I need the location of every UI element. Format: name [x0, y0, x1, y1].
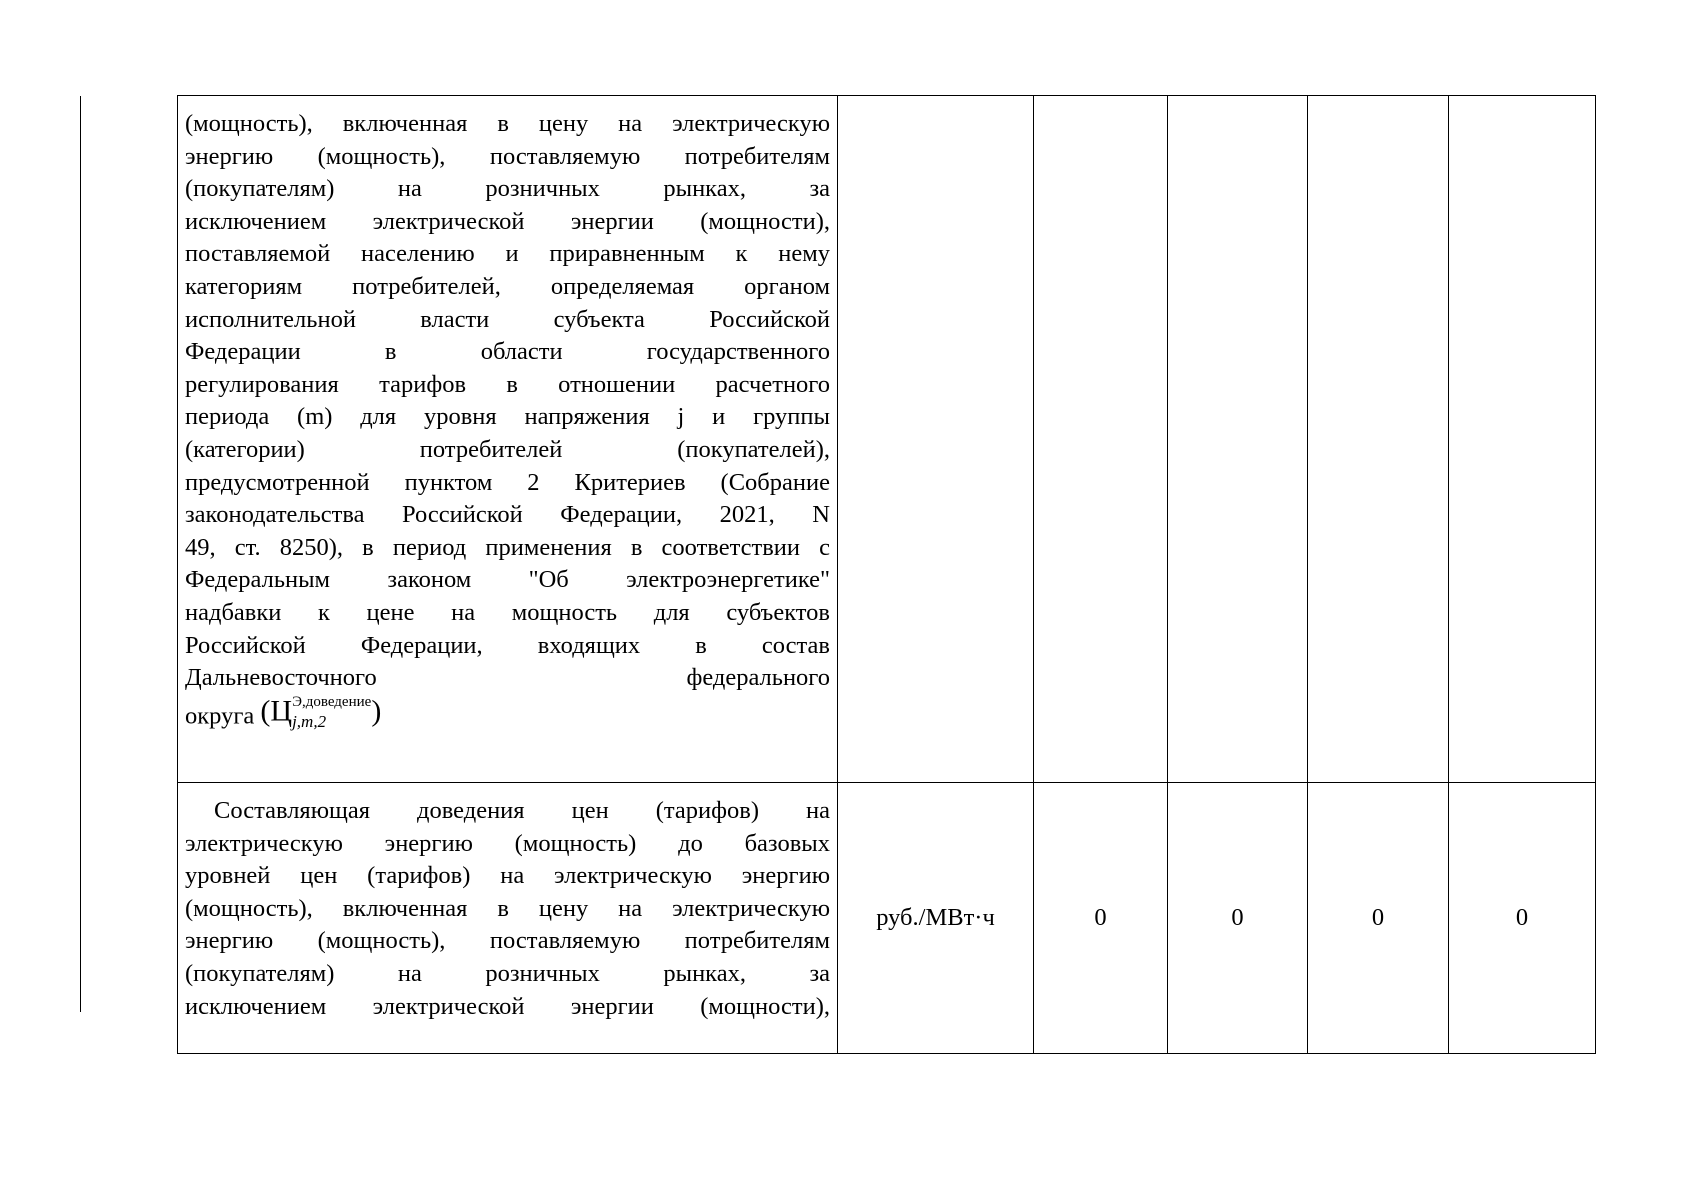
text-line-with-formula: [185, 693, 830, 737]
text-line: энергию (мощность), поставляемую потребителям: [185, 927, 830, 955]
text-line: (покупателям) на розничных рынках, за: [185, 175, 830, 203]
formula-close-paren: ): [371, 694, 382, 728]
value-cell: [1308, 96, 1449, 783]
text-line: (покупателям) на розничных рынках, за: [185, 959, 830, 987]
price-formula: [260, 693, 381, 731]
text-line: регулирования тарифов в отношении расчетного: [185, 370, 830, 398]
text-line: Федеральным законом "Об электроэнергетике": [185, 566, 830, 594]
value-cell: [1034, 96, 1168, 783]
table-row: [178, 783, 1596, 1054]
value-cell: [1449, 96, 1596, 783]
table-row: [178, 96, 1596, 783]
text-line: 49, ст. 8250), в период применения в соответствии с: [185, 533, 830, 561]
value-cell: 0: [1168, 783, 1308, 1054]
formula-superscript: Э,доведение: [292, 693, 372, 710]
text-line: исполнительной власти субъекта Российской: [185, 305, 830, 333]
description-cell: [178, 783, 838, 1054]
formula-scripts: [292, 693, 371, 731]
unit-cell: руб./МВт·ч: [838, 783, 1034, 1054]
formula-subscript: j,m,2: [292, 711, 327, 731]
text-fragment: округа: [185, 702, 255, 730]
text-line: (мощность), включенная в цену на электрическую: [185, 894, 830, 922]
text-line: надбавки к цене на мощность для субъектов: [185, 598, 830, 626]
value-cell: 0: [1034, 783, 1168, 1054]
text-line: уровней цен (тарифов) на электрическую энергию: [185, 862, 830, 890]
text-line: Составляющая доведения цен (тарифов) на: [214, 797, 830, 824]
unit-cell: [838, 96, 1034, 783]
value-cell: [1168, 96, 1308, 783]
value-cell: 0: [1449, 783, 1596, 1054]
text-line: категориям потребителей, определяемая органом: [185, 272, 830, 300]
text-line: Российской Федерации, входящих в состав: [185, 631, 830, 659]
text-line: (мощность), включенная в цену на электрическую: [185, 110, 830, 137]
description-cell: [178, 96, 838, 783]
text-line: поставляемой населению и приравненным к нему: [185, 240, 830, 268]
text-line: периода (m) для уровня напряжения j и группы: [185, 403, 830, 431]
value-cell: 0: [1308, 783, 1449, 1054]
text-line: исключением электрической энергии (мощности),: [185, 207, 830, 235]
text-line: Дальневосточного федерального: [185, 664, 830, 692]
tariff-table: [177, 95, 1596, 1054]
margin-line: [80, 96, 81, 1012]
text-line: электрическую энергию (мощность) до базовых: [185, 829, 830, 857]
text-line: энергию (мощность), поставляемую потребителям: [185, 142, 830, 170]
formula-open-paren: (: [260, 694, 271, 728]
text-line: предусмотренной пунктом 2 Критериев (Собрание: [185, 468, 830, 496]
text-line: Федерации в области государственного: [185, 338, 830, 366]
text-line: исключением электрической энергии (мощности),: [185, 992, 830, 1020]
text-line: (категории) потребителей (покупателей),: [185, 435, 830, 463]
formula-base-symbol: Ц: [270, 694, 293, 728]
text-line: законодательства Российской Федерации, 2021, N: [185, 501, 830, 529]
